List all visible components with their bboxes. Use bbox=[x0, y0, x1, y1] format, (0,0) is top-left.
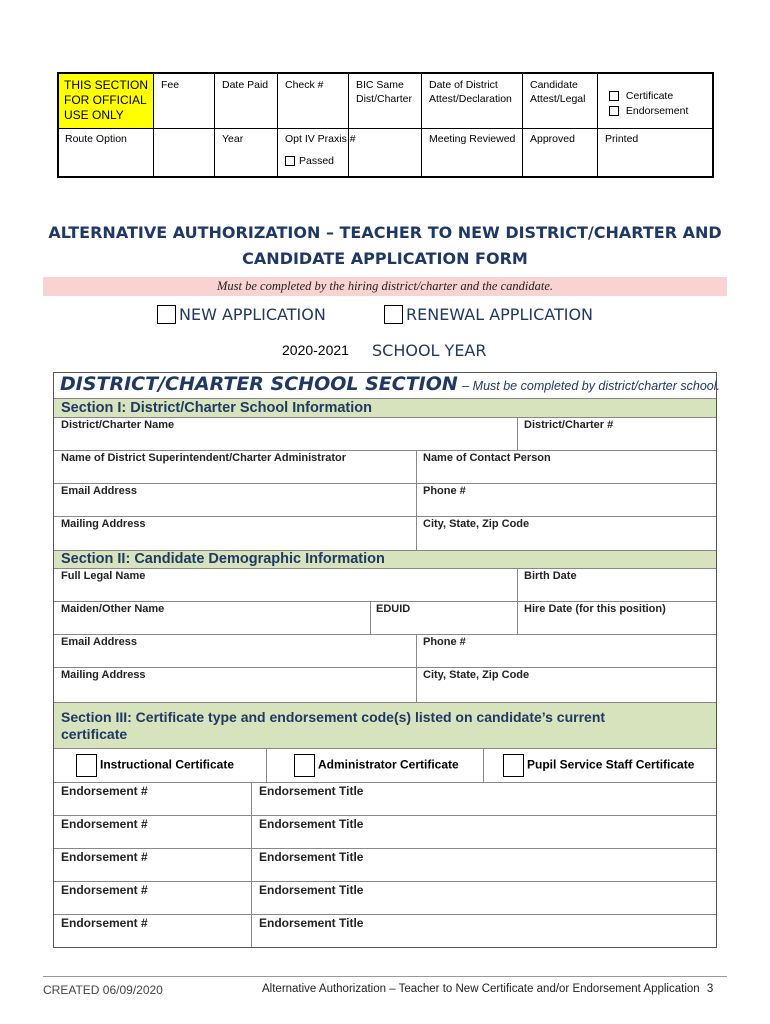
endorsement-option[interactable] bbox=[603, 101, 694, 121]
endorsement-title-label: Endorsement Title bbox=[259, 784, 364, 798]
full-name-row bbox=[54, 569, 716, 602]
renewal-application-checkbox[interactable] bbox=[384, 305, 403, 324]
endorsement-number-label: Endorsement # bbox=[61, 817, 148, 831]
contact-person-label: Name of Contact Person bbox=[423, 452, 551, 464]
opt-iv-label: Opt IV Praxis # bbox=[285, 133, 356, 145]
endorsement-number-label: Endorsement # bbox=[61, 916, 148, 930]
district-section-title: DISTRICT/CHARTER SCHOOL SECTION bbox=[60, 373, 458, 395]
official-use-table bbox=[57, 72, 714, 178]
district-phone-label: Phone # bbox=[423, 485, 466, 497]
maiden-name-row bbox=[54, 602, 716, 635]
district-mailing-row bbox=[54, 517, 716, 550]
school-year-label: SCHOOL YEAR bbox=[372, 341, 487, 360]
new-application-option[interactable] bbox=[157, 305, 326, 324]
new-application-label: NEW APPLICATION bbox=[179, 305, 326, 324]
endorsement-row bbox=[54, 882, 716, 915]
endorsement-number-label: Endorsement # bbox=[61, 850, 148, 864]
form-title-line2: CANDIDATE APPLICATION FORM bbox=[242, 249, 528, 268]
endorsement-row bbox=[54, 816, 716, 849]
endorsement-row bbox=[54, 783, 716, 816]
section3-title-line1: Section III: Certificate type and endorsement code(s) listed on candidate’s current bbox=[61, 709, 606, 725]
candidate-mailing-row bbox=[54, 668, 716, 702]
renewal-application-option[interactable] bbox=[384, 305, 593, 324]
district-charter-form bbox=[53, 372, 721, 948]
endorsement-row bbox=[54, 915, 716, 947]
birth-date-label: Birth Date bbox=[524, 570, 577, 582]
endorsement-title-label: Endorsement Title bbox=[259, 850, 364, 864]
hire-date-label: Hire Date (for this position) bbox=[524, 603, 666, 615]
form-subtitle: Must be completed by the hiring district/charter and the candidate. bbox=[43, 277, 727, 296]
pupil-service-certificate-label: Pupil Service Staff Certificate bbox=[527, 757, 695, 772]
fee-label: Fee bbox=[161, 79, 180, 91]
endorsement-label: Endorsement bbox=[625, 105, 689, 117]
certificate-checkbox[interactable] bbox=[609, 91, 619, 101]
candidate-city-label: City, State, Zip Code bbox=[423, 669, 530, 681]
meeting-reviewed-label: Meeting Reviewed bbox=[429, 133, 516, 145]
district-email-row bbox=[54, 484, 716, 517]
pupil-service-certificate-option[interactable] bbox=[503, 754, 694, 777]
bic-label: BIC Same Dist/Charter bbox=[356, 79, 413, 105]
eduid-label: EDUID bbox=[376, 603, 411, 615]
footer-description-text: Alternative Authorization – Teacher to New Certificate and/or Endorsement Application bbox=[262, 983, 700, 995]
candidate-phone-label: Phone # bbox=[423, 636, 466, 648]
district-number-label: District/Charter # bbox=[524, 419, 614, 431]
administrator-certificate-label: Administrator Certificate bbox=[318, 757, 459, 772]
official-use-label: THIS SECTION FOR OFFICIAL USE ONLY bbox=[59, 74, 153, 128]
maiden-name-label: Maiden/Other Name bbox=[61, 603, 165, 615]
passed-checkbox[interactable] bbox=[285, 156, 295, 166]
printed-label: Printed bbox=[605, 133, 639, 145]
district-section-note: – Must be completed by district/charter school. bbox=[462, 379, 721, 393]
endorsement-number-label: Endorsement # bbox=[61, 883, 148, 897]
district-city-label: City, State, Zip Code bbox=[423, 518, 530, 530]
footer-page-number: 3 bbox=[706, 983, 714, 995]
footer-created: CREATED 06/09/2020 bbox=[43, 983, 163, 997]
district-section-header bbox=[60, 373, 720, 398]
superintendent-label: Name of District Superintendent/Charter Administrator bbox=[61, 452, 347, 464]
candidate-email-label: Email Address bbox=[61, 636, 138, 648]
year-label: Year bbox=[222, 133, 244, 145]
candidate-attest-label: Candidate Attest/Legal bbox=[530, 79, 586, 105]
route-option-label: Route Option bbox=[65, 133, 127, 145]
school-year-value: 2020-2021 bbox=[282, 342, 349, 358]
passed-option[interactable] bbox=[279, 151, 340, 171]
candidate-email-row bbox=[54, 635, 716, 668]
renewal-application-label: RENEWAL APPLICATION bbox=[406, 305, 593, 324]
pupil-service-checkbox[interactable] bbox=[503, 754, 524, 777]
certificate-label: Certificate bbox=[625, 90, 674, 102]
district-mailing-label: Mailing Address bbox=[61, 518, 146, 530]
section3-header bbox=[54, 702, 716, 749]
district-name-row bbox=[54, 418, 716, 451]
superintendent-row bbox=[54, 451, 716, 484]
candidate-mailing-label: Mailing Address bbox=[61, 669, 146, 681]
section1-header: Section I: District/Charter School Information bbox=[54, 398, 716, 418]
instructional-certificate-option[interactable] bbox=[76, 754, 234, 777]
district-name-label: District/Charter Name bbox=[61, 419, 175, 431]
check-label: Check # bbox=[285, 79, 324, 91]
form-title-line1: ALTERNATIVE AUTHORIZATION – TEACHER TO NEW DISTRICT/CHARTER AND bbox=[48, 223, 722, 242]
footer-divider bbox=[43, 976, 727, 977]
instructional-checkbox[interactable] bbox=[76, 754, 97, 777]
endorsement-row bbox=[54, 849, 716, 882]
administrator-certificate-option[interactable] bbox=[294, 754, 459, 777]
endorsement-title-label: Endorsement Title bbox=[259, 916, 364, 930]
full-name-label: Full Legal Name bbox=[61, 570, 146, 582]
district-email-label: Email Address bbox=[61, 485, 138, 497]
approved-label: Approved bbox=[530, 133, 575, 145]
date-paid-label: Date Paid bbox=[222, 79, 269, 91]
administrator-checkbox[interactable] bbox=[294, 754, 315, 777]
endorsement-number-label: Endorsement # bbox=[61, 784, 148, 798]
footer-description bbox=[262, 983, 713, 995]
section2-header: Section II: Candidate Demographic Information bbox=[54, 550, 716, 569]
endorsement-title-label: Endorsement Title bbox=[259, 817, 364, 831]
new-application-checkbox[interactable] bbox=[157, 305, 176, 324]
section3-title-line2: certificate bbox=[61, 726, 128, 742]
endorsement-title-label: Endorsement Title bbox=[259, 883, 364, 897]
instructional-certificate-label: Instructional Certificate bbox=[100, 757, 235, 772]
date-district-label: Date of District Attest/Declaration bbox=[429, 79, 512, 105]
endorsement-checkbox[interactable] bbox=[609, 106, 619, 116]
passed-label: Passed bbox=[299, 155, 335, 167]
certificate-type-row bbox=[54, 749, 716, 783]
